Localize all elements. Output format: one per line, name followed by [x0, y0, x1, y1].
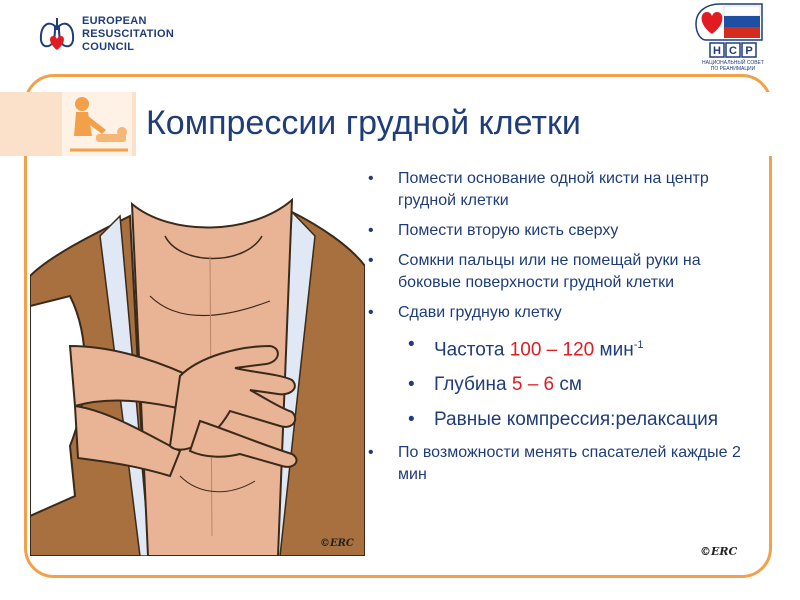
svg-text:Р: Р — [745, 45, 753, 57]
sub-bullet-depth — [368, 372, 758, 398]
bullet-item: • Помести вторую кисть сверху — [368, 220, 758, 242]
bullet-item: • По возможности менять спасателей каждые 2 мин — [368, 442, 758, 486]
cpr-thumbnail-icon — [62, 92, 132, 156]
bullet-item: • Помести основание одной кисти на центр грудной клетки — [368, 168, 758, 212]
depth-label: Глубина — [434, 374, 512, 396]
slide-copyright: ©ERC — [700, 545, 738, 558]
svg-text:Н: Н — [713, 45, 721, 57]
cpr-thumbnail — [62, 92, 132, 156]
rate-unit: мин — [594, 339, 634, 361]
bullet-list — [368, 168, 758, 494]
erc-logo-text — [82, 15, 174, 54]
lungs-heart-icon — [38, 14, 76, 54]
chest-compression-illustration — [30, 196, 365, 556]
bullet-item: • Сомкни пальцы или не помещай руки на боковые поверхности грудной клетки — [368, 250, 758, 294]
erc-logo — [38, 12, 178, 58]
bullet-item: • Сдави грудную клетку — [368, 302, 758, 324]
erc-logo-line-3: COUNCIL — [82, 41, 135, 53]
erc-logo-line-2: RESUSCITATION — [82, 28, 175, 40]
nsr-subtext-2: ПО РЕАНИМАЦИИ — [710, 66, 756, 72]
depth-unit: см — [554, 374, 582, 396]
slide-title: Компрессии грудной клетки — [146, 104, 581, 142]
svg-text:С: С — [729, 45, 737, 57]
nsr-subtext-1: НАЦИОНАЛЬНЫЙ СОВЕТ — [702, 60, 764, 66]
heart-flag-icon — [696, 4, 762, 40]
depth-value: 5 – 6 — [511, 374, 555, 396]
sub-bullet-rate — [368, 332, 758, 363]
nsr-letters — [710, 43, 756, 57]
sub-bullet-ratio: • Равные компрессия:релаксация — [368, 407, 758, 433]
rate-unit-exponent: -1 — [633, 339, 644, 351]
nsr-logo — [690, 0, 766, 74]
rate-value: 100 – 120 — [509, 339, 595, 361]
illustration-copyright: ©ERC — [320, 538, 354, 549]
rate-label: Частота — [434, 339, 510, 361]
erc-logo-line-1: EUROPEAN — [82, 15, 147, 27]
